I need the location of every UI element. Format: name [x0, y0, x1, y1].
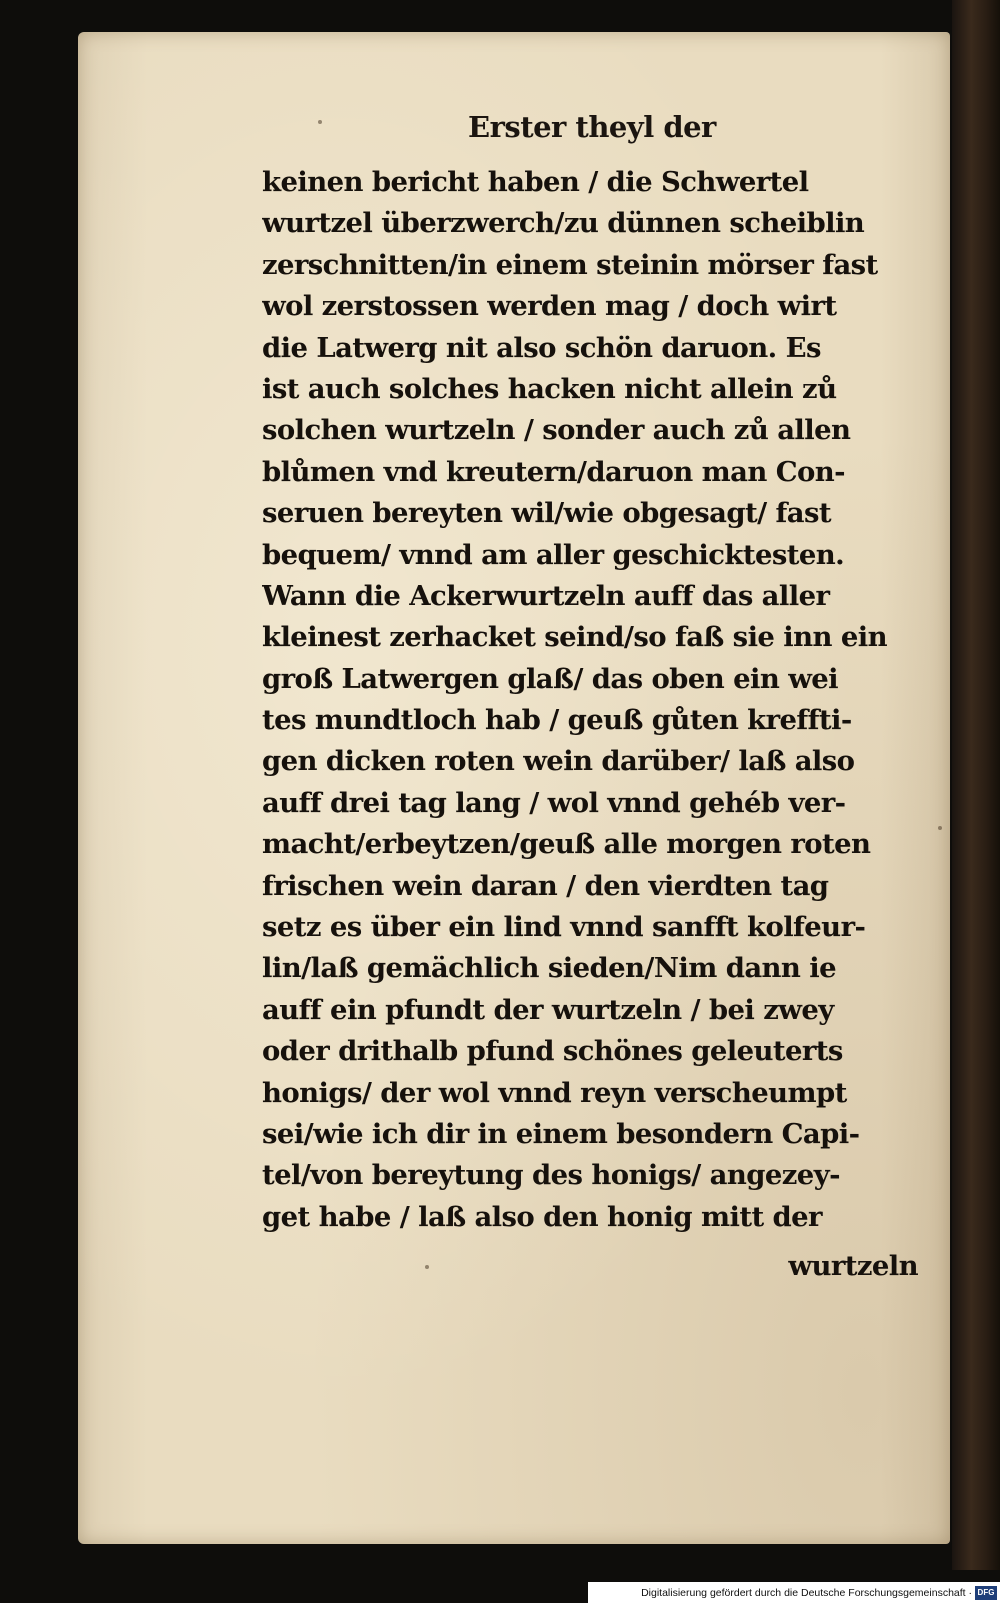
text-line: macht/erbeytzen/geuß alle morgen roten	[262, 828, 871, 861]
book-edge	[952, 0, 1000, 1570]
digitization-credit: Digitalisierung gefördert durch die Deutsche Forschungsgemeinschaft ·	[641, 1586, 972, 1599]
text-line: get habe / laß also den honig mitt der	[262, 1200, 822, 1233]
ink-speck	[425, 1265, 429, 1269]
text-line: frischen wein daran / den vierdten tag	[262, 869, 829, 902]
text-line: auff ein pfundt der wurtzeln / bei zwey	[262, 993, 834, 1026]
text-line: sei/wie ich dir in einem besondern Capi-	[262, 1117, 860, 1150]
text-line: Wann die Ackerwurtzeln auff das aller	[262, 579, 830, 612]
text-line: ist auch solches hacken nicht allein zů	[262, 372, 837, 405]
dfg-logo: DFG	[975, 1586, 997, 1600]
text-line: die Latwerg nit also schön daruon. Es	[262, 331, 821, 364]
running-head: Erster theyl der	[468, 110, 716, 144]
text-line: tes mundtloch hab / geuß gůten kreffti-	[262, 704, 852, 737]
text-line: groß Latwergen glaß/ das oben ein wei	[262, 662, 839, 695]
ink-speck	[318, 120, 322, 124]
text-line: lin/laß gemächlich sieden/Nim dann ie	[262, 952, 837, 985]
text-line: setz es über ein lind vnnd sanfft kolfeur-	[262, 911, 866, 944]
text-line: keinen bericht haben / die Schwertel	[262, 166, 809, 198]
text-line: gen dicken roten wein darüber/ laß also	[262, 745, 855, 778]
text-line: auff drei tag lang / wol vnnd gehéb ver-	[262, 786, 846, 819]
digitization-credit-bar	[588, 1582, 1000, 1603]
text-line: solchen wurtzeln / sonder auch zů allen	[262, 414, 851, 447]
text-line: zerschnitten/in einem steinin mörser fast	[262, 248, 878, 281]
text-line: tel/von bereytung des honigs/ angezey-	[262, 1159, 840, 1192]
ink-speck	[938, 826, 942, 830]
text-line: wurtzel überzwerch/zu dünnen scheiblin	[262, 207, 865, 240]
text-line: kleinest zerhacket seind/so faß sie inn ein	[262, 621, 888, 654]
text-line: honigs/ der wol vnnd reyn verscheumpt	[262, 1076, 847, 1109]
text-line: bequem/ vnnd am aller geschicktesten.	[262, 538, 845, 571]
text-line: wol zerstossen werden mag / doch wirt	[262, 290, 837, 323]
body-text	[262, 162, 910, 1238]
text-line: blůmen vnd kreutern/daruon man Con-	[262, 455, 845, 488]
catchword: wurtzeln	[788, 1250, 918, 1282]
text-line: seruen bereyten wil/wie obgesagt/ fast	[262, 497, 831, 530]
text-line: oder drithalb pfund schönes geleuterts	[262, 1035, 843, 1068]
